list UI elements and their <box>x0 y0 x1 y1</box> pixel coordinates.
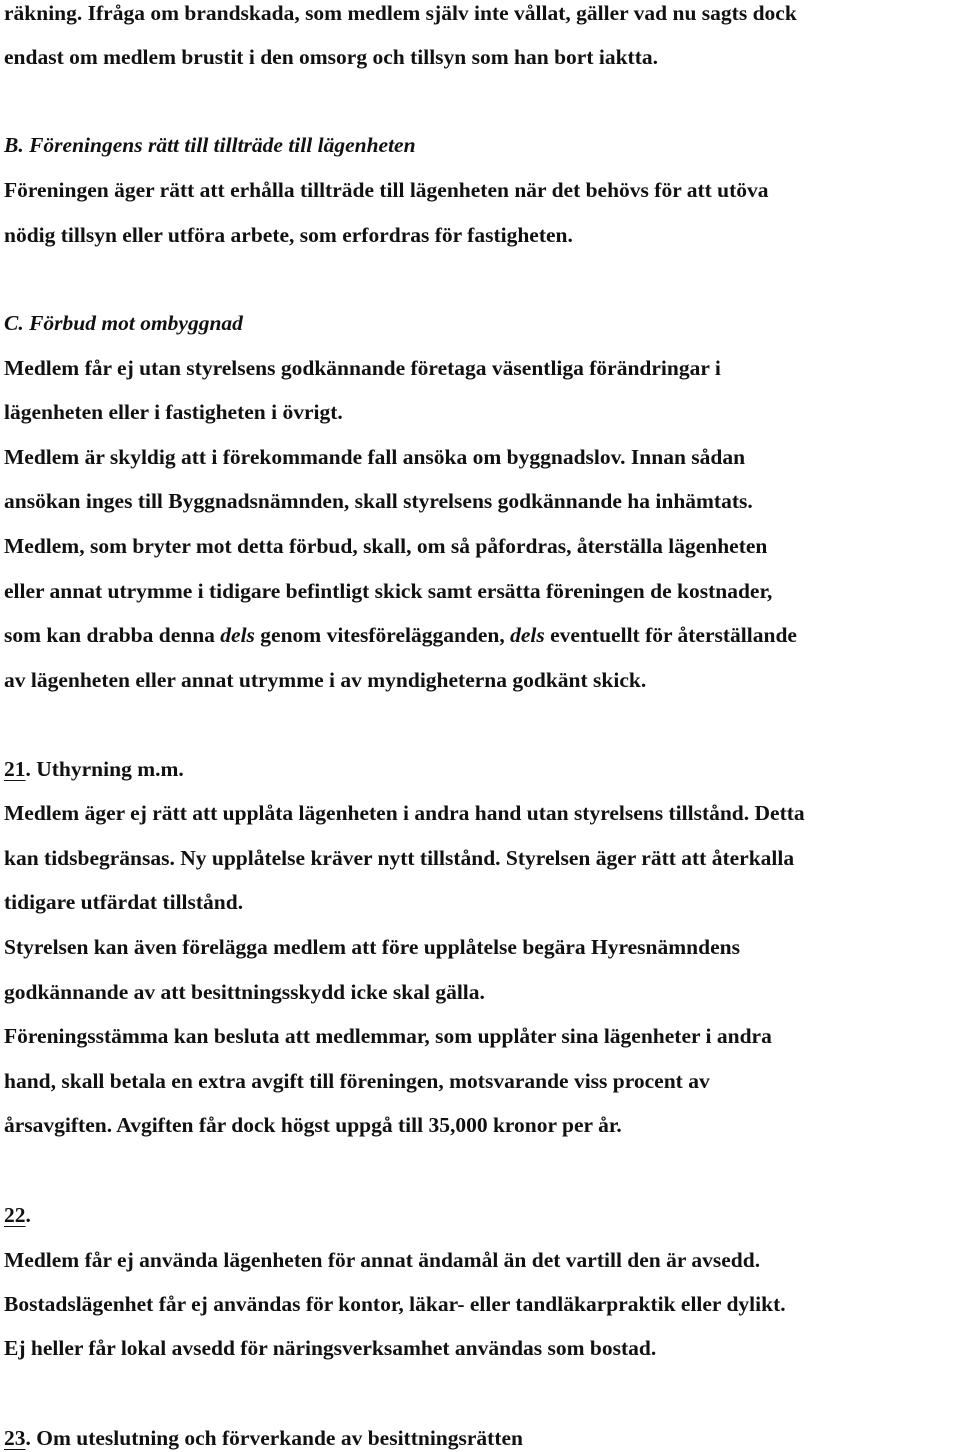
paragraph-line <box>4 622 797 648</box>
section-title: . <box>25 1203 31 1227</box>
paragraph-line: av lägenheten eller annat utrymme i av myndigheterna godkänt skick. <box>4 668 647 692</box>
paragraph-line: nödig tillsyn eller utföra arbete, som erfordras för fastigheten. <box>4 223 573 247</box>
paragraph-line: endast om medlem brustit i den omsorg och tillsyn som han bort iaktta. <box>4 45 658 69</box>
paragraph-line: tidigare utfärdat tillstånd. <box>4 890 244 914</box>
paragraph-line: Föreningsstämma kan besluta att medlemmar, som upplåter sina lägenheter i andra <box>4 1024 772 1048</box>
section-number: 23 <box>4 1426 26 1450</box>
paragraph-line: Medlem äger ej rätt att upplåta lägenheten i andra hand utan styrelsens tillstånd. Detta <box>4 801 805 825</box>
section-title: . Uthyrning m.m. <box>25 757 184 781</box>
section-title: . Om uteslutning och förverkande av besittningsrätten <box>25 1426 523 1450</box>
paragraph-line: lägenheten eller i fastigheten i övrigt. <box>4 400 343 424</box>
italic-term: dels <box>220 623 255 647</box>
section-heading-23 <box>4 1425 523 1451</box>
section-heading-b: B. Föreningens rätt till tillträde till lägenheten <box>4 133 416 157</box>
paragraph-line: hand, skall betala en extra avgift till föreningen, motsvarande viss procent av <box>4 1069 710 1093</box>
paragraph-line: årsavgiften. Avgiften får dock högst uppgå till 35,000 kronor per år. <box>4 1113 622 1137</box>
paragraph-line: Medlem är skyldig att i förekommande fall ansöka om byggnadslov. Innan sådan <box>4 445 746 469</box>
text-run: som kan drabba denna <box>4 623 221 647</box>
paragraph-line: Föreningen äger rätt att erhålla tillträde till lägenheten när det behövs för att utöva <box>4 178 769 202</box>
paragraph-line: räkning. Ifråga om brandskada, som medlem själv inte vållat, gäller vad nu sagts dock <box>4 1 797 25</box>
paragraph-line: Medlem får ej använda lägenheten för annat ändamål än det vartill den är avsedd. <box>4 1248 761 1272</box>
paragraph-line: Styrelsen kan även förelägga medlem att före upplåtelse begära Hyresnämndens <box>4 935 740 959</box>
paragraph-line: godkännande av att besittningsskydd icke skal gälla. <box>4 980 485 1004</box>
section-number: 21 <box>4 757 26 781</box>
paragraph-line: Ej heller får lokal avsedd för näringsverksamhet användas som bostad. <box>4 1336 657 1360</box>
paragraph-line: Medlem, som bryter mot detta förbud, skall, om så påfordras, återställa lägenheten <box>4 534 768 558</box>
paragraph-line: ansökan inges till Byggnadsnämnden, skall styrelsens godkännande ha inhämtats. <box>4 489 753 513</box>
italic-term: dels <box>510 623 545 647</box>
section-number: 22 <box>4 1203 26 1227</box>
paragraph-line: Medlem får ej utan styrelsens godkännande företaga väsentliga förändringar i <box>4 356 721 380</box>
section-heading-21 <box>4 756 184 782</box>
text-run: eventuellt för återställande <box>544 623 797 647</box>
paragraph-line: kan tidsbegränsas. Ny upplåtelse kräver nytt tillstånd. Styrelsen äger rätt att återkalla <box>4 846 795 870</box>
paragraph-line: eller annat utrymme i tidigare befintligt skick samt ersätta föreningen de kostnader, <box>4 579 773 603</box>
text-run: genom vitesförelägganden, <box>254 623 511 647</box>
paragraph-line: Bostadslägenhet får ej användas för kontor, läkar- eller tandläkarpraktik eller dylikt. <box>4 1292 786 1316</box>
section-heading-c: C. Förbud mot ombyggnad <box>4 311 243 335</box>
section-heading-22 <box>4 1202 31 1228</box>
